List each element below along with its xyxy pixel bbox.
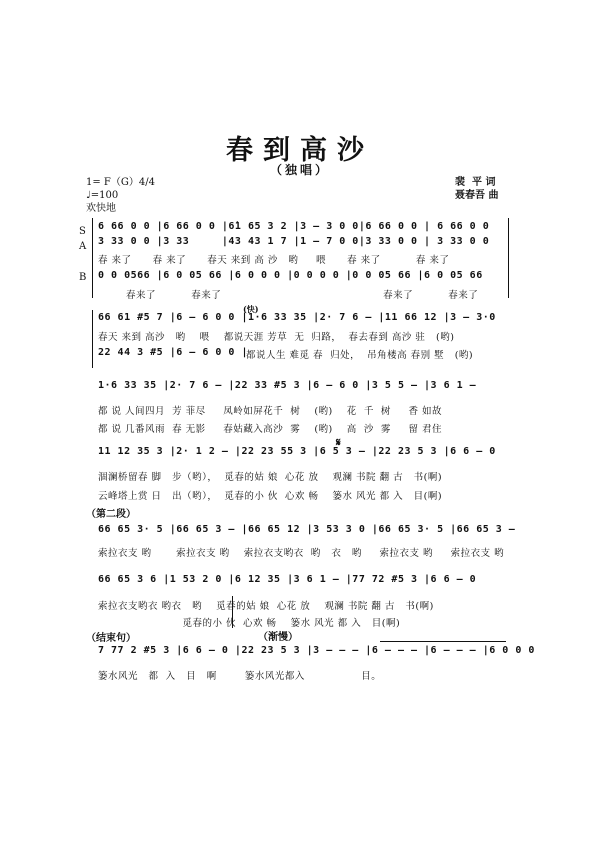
verse-bracket: [232, 596, 233, 628]
melody-notes: 1·6 33 35 |2· 7 6 — |22 33 #5 3 |6 — 6 0 |3 5 5 — |3 6 1 —: [98, 380, 477, 391]
harmony-notes: 22 44 3 #5 |6 — 6 0 0 |: [98, 347, 248, 358]
segno-symbol: 𝄋: [336, 436, 341, 449]
melody-notes: 66 61 #5 7 |6 — 6 0 0 |1·6 33 35 |2· 7 6 — |11 66 12 |3 — 3·0: [98, 312, 496, 323]
lyric-line: 索拉衣支 哟 索拉衣支 哟 索拉衣支哟衣 哟 衣 哟 索拉衣支 哟 索拉衣支 哟: [98, 548, 505, 559]
section-2-marking: （第二段）: [86, 509, 136, 520]
lyric-line: 都说人生 难觅 春 归处， 吊角楼高 春别 墅 (哟): [246, 350, 474, 361]
lyric-line: 索拉衣支哟衣 哟衣 哟 觅春的姑 娘 心花 放 观澜 书院 翻 古 书(啊): [98, 601, 434, 612]
lyric-line: 涸澜桥留春 脚 步（哟）， 觅春的姑 娘 心花 放 观澜 书院 翻 古 书(啊): [98, 472, 443, 483]
voice-label-b: B: [79, 272, 87, 283]
lyric-line: 都 说 人间四月 芳 菲尽 凤岭如屏花千 树 (哟) 花 千 树 香 如故: [98, 406, 443, 417]
melody-notes: 66 65 3· 5 |66 65 3 — |66 65 12 |3 53 3 0 |66 65 3· 5 |66 65 3 —: [98, 524, 516, 535]
lyric-line: 春 来了 春 来了 春天 来到 高 沙 哟 喂 春 来了 春 来了: [98, 255, 450, 266]
song-subtitle: （独唱）: [269, 163, 330, 177]
lyric-line: 篓水风光 都 入 目 啊 篓水风光都入 目。: [98, 671, 382, 682]
bass-lyric-line: 春来了 春来了 春来了 春来了: [126, 290, 479, 301]
melody-notes: 66 65 3 6 |1 53 2 0 |6 12 35 |3 6 1 — |77 72 #5 3 |6 6 — 0: [98, 574, 477, 585]
slow-marking: （渐慢）: [258, 632, 298, 643]
style-marking: 欢快地: [86, 203, 116, 214]
coda-marking: （结束句）: [86, 633, 136, 644]
alto-notes: 3 33 0 0 |3 33 |43 43 1 7 |1 — 7 0 0|3 33 0 0 | 3 33 0 0: [98, 236, 490, 247]
voice-label-a: A: [79, 241, 87, 252]
tie-line: [380, 641, 506, 642]
voice-label-s: S: [79, 226, 86, 237]
lyric-line: 都 说 几番风雨 春 无影 春姑藏入高沙 雾 (哟) 高 沙 雾 留 君住: [98, 424, 443, 435]
composer-credit: 聂春吾 曲: [455, 190, 499, 201]
melody-notes: 7 77 2 #5 3 |6 6 — 0 |22 23 5 3 |3 — — — |6 — — — |6 — — — |6 0 0 0: [98, 645, 535, 656]
system-end-bar: [508, 218, 509, 298]
lyric-line: 觅春的小 伙 心欢 畅 篓水 风光 都 入 目(啊): [98, 618, 401, 629]
fast-marking: (快): [243, 304, 259, 314]
song-title: 春到高沙: [226, 135, 374, 166]
system-bracket: [92, 310, 93, 368]
tempo-marking: ♩=100: [86, 190, 119, 201]
lyric-line: 春天 来到 高沙 哟 喂 都说天涯 芳草 无 归路， 春去春到 高沙 驻 (哟): [98, 332, 455, 343]
system-bracket: [92, 218, 93, 298]
lyricist-credit: 裴 平 词: [455, 177, 496, 188]
melody-notes: 11 12 35 3 |2· 1 2 — |22 23 55 3 |6 5 3 — |22 23 5 3 |6 6 — 0: [98, 446, 496, 457]
soprano-notes: 6 66 0 0 |6 66 0 0 |6̇1 65 3 2 |3 — 3 0 0|6 66 0 0 | 6 66 0 0: [98, 221, 490, 232]
bass-notes: 0 0 0566 |6 0 05 66 |6 0 0 0 |0 0 0 0 |0 0 05 66 |6 0 05 66: [98, 270, 483, 281]
key-time-signature: 1= F（G）4/4: [86, 177, 155, 188]
lyric-line: 云峰塔上赏 日 出（哟）， 觅春的小 伙 心欢 畅 篓水 风光 都 入 目(啊): [98, 491, 443, 502]
